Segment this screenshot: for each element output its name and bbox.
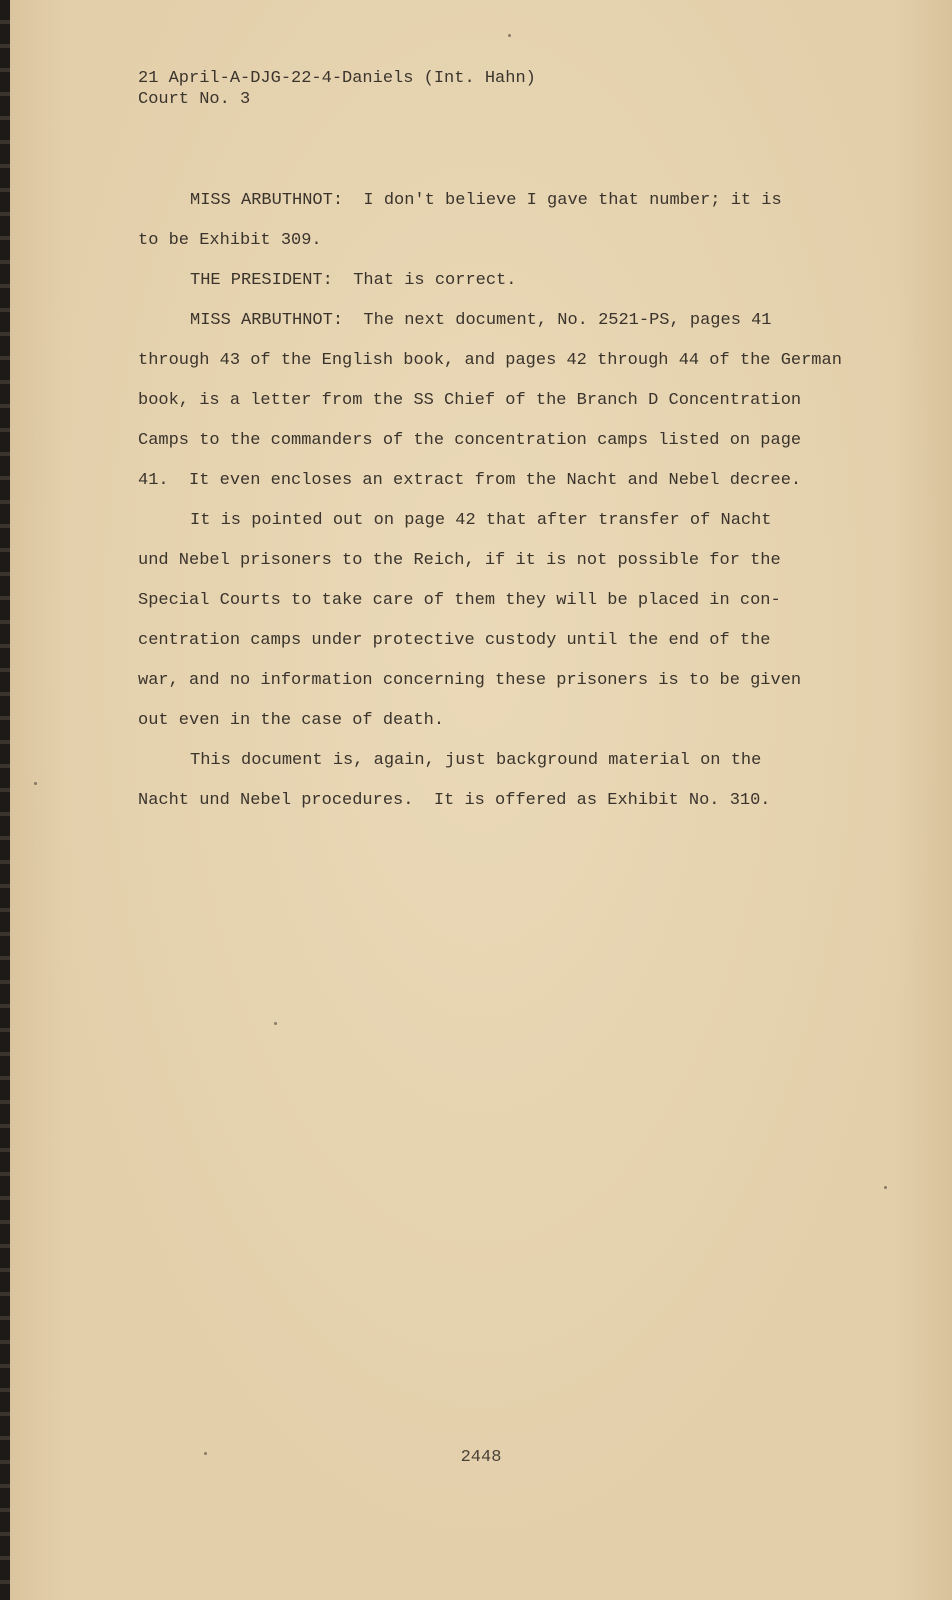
paper-speck xyxy=(884,1186,887,1189)
paper-speck xyxy=(274,1022,277,1025)
document-page xyxy=(10,0,952,1600)
transcript-line: This document is, again, just background material on the xyxy=(190,751,762,770)
transcript-line: centration camps under protective custody until the end of the xyxy=(138,631,771,650)
transcript-body xyxy=(138,190,878,830)
document-header xyxy=(138,68,536,110)
transcript-line: out even in the case of death. xyxy=(138,711,445,730)
transcript-line: THE PRESIDENT: That is correct. xyxy=(190,271,517,290)
transcript-line: book, is a letter from the SS Chief of the Branch D Concentration xyxy=(138,391,802,410)
paper-speck xyxy=(508,34,511,37)
transcript-line: MISS ARBUTHNOT: I don't believe I gave that number; it is xyxy=(190,191,782,210)
transcript-line: Special Courts to take care of them they will be placed in con- xyxy=(138,591,781,610)
paper-speck xyxy=(34,782,37,785)
transcript-line: und Nebel prisoners to the Reich, if it is not possible for the xyxy=(138,551,781,570)
transcript-line: through 43 of the English book, and pages 42 through 44 of the German xyxy=(138,351,842,370)
header-court-line: Court No. 3 xyxy=(138,90,251,109)
transcript-line: Nacht und Nebel procedures. It is offered as Exhibit No. 310. xyxy=(138,791,771,810)
transcript-line: MISS ARBUTHNOT: The next document, No. 2521-PS, pages 41 xyxy=(190,311,772,330)
page-number: 2448 xyxy=(460,1448,502,1467)
transcript-line: war, and no information concerning these prisoners is to be given xyxy=(138,671,802,690)
binding-edge xyxy=(0,0,10,1600)
transcript-line: to be Exhibit 309. xyxy=(138,231,322,250)
transcript-line: It is pointed out on page 42 that after transfer of Nacht xyxy=(190,511,772,530)
paper-speck xyxy=(204,1452,207,1455)
transcript-line: Camps to the commanders of the concentration camps listed on page xyxy=(138,431,802,450)
header-reference-line: 21 April-A-DJG-22-4-Daniels (Int. Hahn) xyxy=(138,69,536,88)
transcript-line: 41. It even encloses an extract from the Nacht and Nebel decree. xyxy=(138,471,802,490)
